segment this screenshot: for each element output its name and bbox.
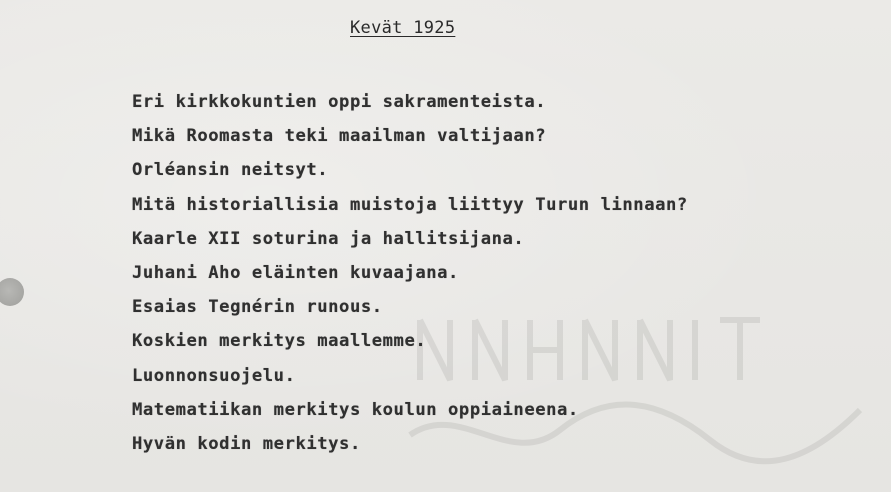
list-item: Kaarle XII soturina ja hallitsijana. — [132, 228, 525, 249]
list-item: Matematiikan merkitys koulun oppiaineena. — [132, 399, 579, 420]
list-item: Eri kirkkokuntien oppi sakramenteista. — [132, 92, 547, 112]
list-item: Orléansin neitsyt. — [132, 160, 329, 181]
list-item: Mitä historiallisia muistoja liittyy Turun linnaan? — [132, 194, 688, 215]
list-item: Juhani Aho eläinten kuvaajana. — [132, 262, 459, 283]
punch-hole — [0, 278, 24, 306]
topic-list — [132, 88, 688, 464]
list-item: Mikä Roomasta teki maailman valtijaan? — [132, 126, 547, 147]
document-title: Kevät 1925 — [350, 18, 456, 38]
list-item: Hyvän kodin merkitys. — [132, 433, 361, 454]
list-item: Esaias Tegnérin runous. — [132, 297, 383, 318]
list-item: Luonnonsuojelu. — [132, 365, 296, 386]
list-item: Koskien merkitys maallemme. — [132, 331, 427, 352]
